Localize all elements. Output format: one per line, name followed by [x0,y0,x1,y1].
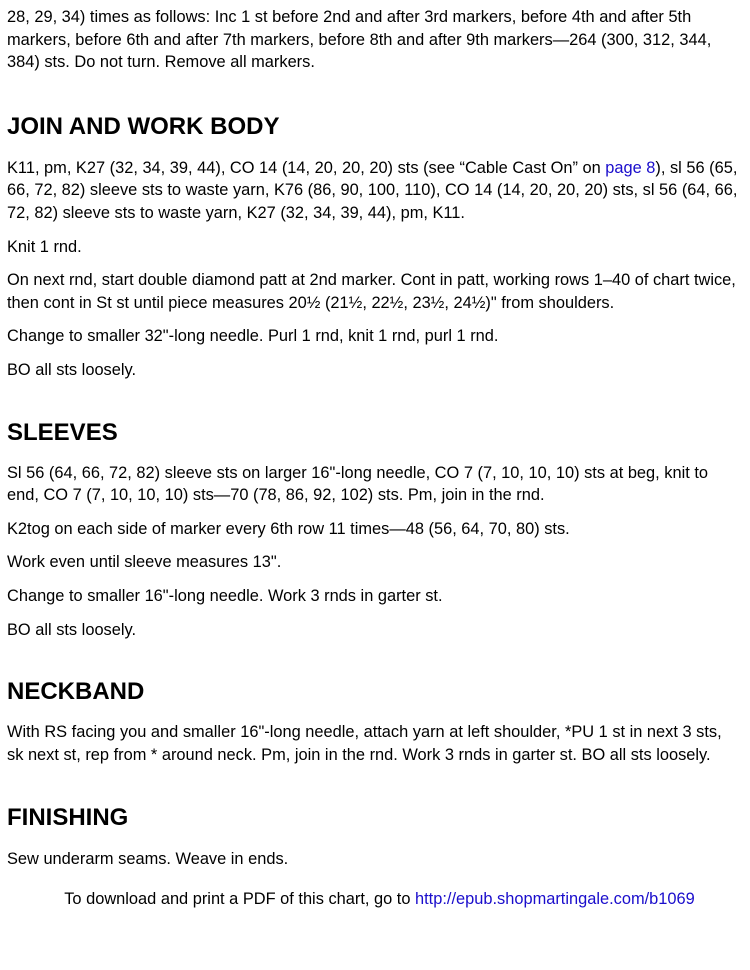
join-paragraph-3: On next rnd, start double diamond patt at 2nd marker. Cont in patt, working rows 1–40 of chart twice, then cont in St st until piece measures 20½ (21½, 22½, 23½, 24½)" from shoulders. [7,271,736,312]
page-8-link[interactable]: page 8 [605,158,656,177]
join-paragraph-1 [7,157,742,225]
join-paragraph-1-text-start: K11, pm, K27 (32, 34, 39, 44), CO 14 (14, 20, 20, 20) sts (see “Cable Cast On” on [7,158,606,177]
sleeves-paragraph-1: Sl 56 (64, 66, 72, 82) sleeve sts on larger 16"-long needle, CO 7 (7, 10, 10, 10) sts at beg, knit to end, CO 7 (7, 10, 10, 10) sts—70 (78, 86, 92, 102) sts. Pm, join in the rnd. [7,463,709,505]
footer-text: To download and print a PDF of this chart, go to [64,889,416,908]
footer-download-note [7,888,742,911]
sleeves-paragraph-3: Work even until sleeve measures 13". [7,553,282,572]
sleeves-paragraph-2: K2tog on each side of marker every 6th row 11 times—48 (56, 64, 70, 80) sts. [7,519,570,538]
heading-finishing: FINISHING [7,804,129,832]
heading-sleeves: SLEEVES [7,418,118,446]
heading-join-and-work-body: JOIN AND WORK BODY [7,112,280,140]
sleeves-paragraph-5: BO all sts loosely. [7,620,137,639]
join-paragraph-2: Knit 1 rnd. [7,237,82,256]
join-paragraph-1-text-end: ), sl 56 (65, 66, 72, 82) sleeve sts to waste yarn, K76 (86, 90, 100, 110), CO 14 (14, 20, 20, 20) sts, sl 56 (64, 66, 72, 82) sleeve sts to waste yarn, K27 (32, 34, 39, 44), pm, K11. [7,158,738,222]
join-paragraph-4: Change to smaller 32"-long needle. Purl 1 rnd, knit 1 rnd, purl 1 rnd. [7,327,499,346]
heading-neckband: NECKBAND [7,678,145,706]
sleeves-paragraph-4: Change to smaller 16"-long needle. Work 3 rnds in garter st. [7,586,443,605]
download-pdf-link[interactable]: http://epub.shopmartingale.com/b1069 [415,889,695,908]
finishing-paragraph-1: Sew underarm seams. Weave in ends. [7,850,289,869]
neckband-paragraph-1: With RS facing you and smaller 16"-long needle, attach yarn at left shoulder, *PU 1 st in next 3 sts, sk next st, rep from * around neck. Pm, join in the rnd. Work 3 rnds in garter st. BO all sts loosely. [7,723,722,764]
intro-paragraph: 28, 29, 34) times as follows: Inc 1 st before 2nd and after 3rd markers, before 4th and after 5th markers, before 6th and after 7th markers, before 8th and after 9th markers—264 (300, 312, 344, 384) sts. Do not turn. Remove all markers. [7,8,712,72]
join-paragraph-5: BO all sts loosely. [7,360,137,379]
